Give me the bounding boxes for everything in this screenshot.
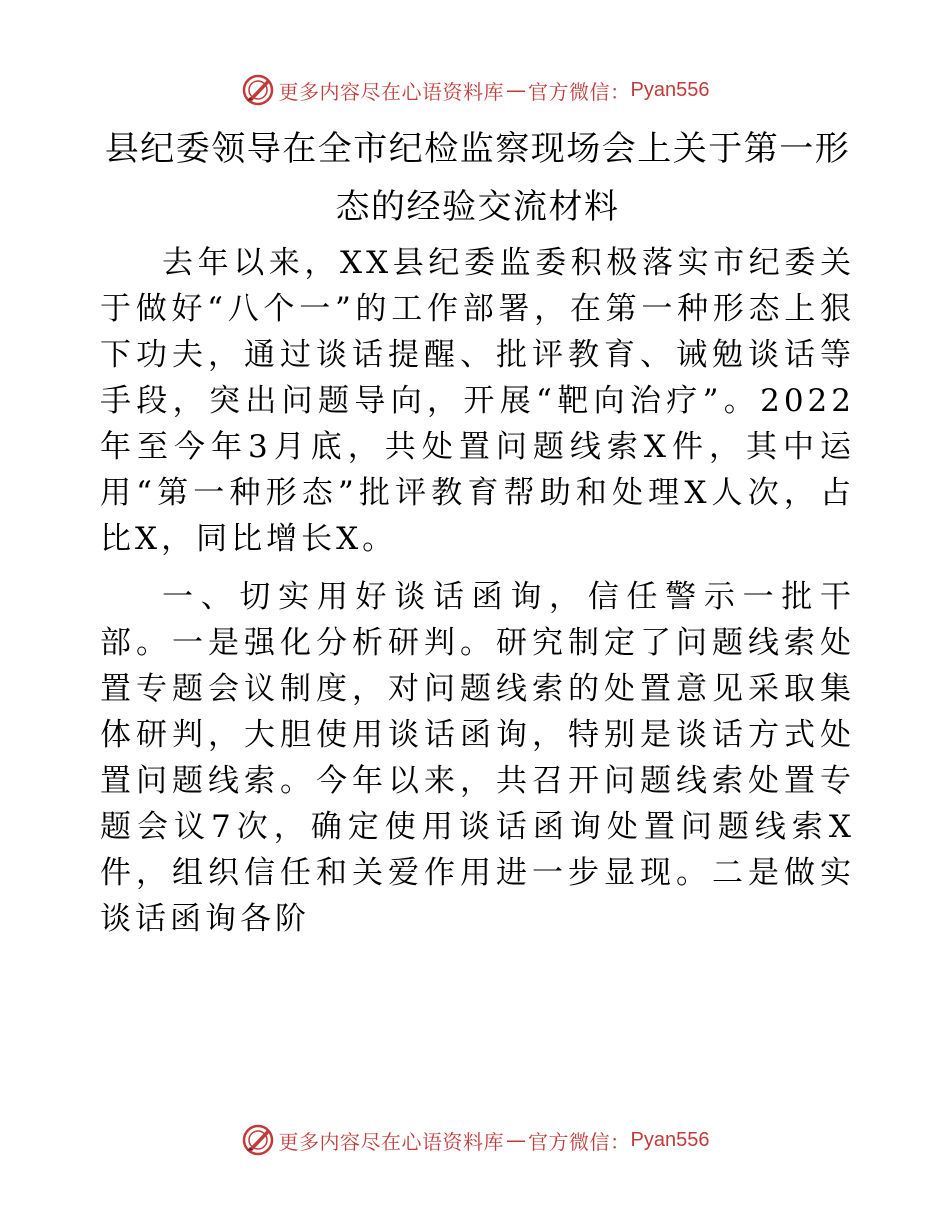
paragraph-section-one: 一、切实用好谈话函询，信任警示一批干部。一是强化分析研判。研究制定了问题线索处置专题会议制度，对问题线索的处置意见采取集体研判，大胆使用谈话函询，特别是谈话方式处置问题线索。今年以来，共召开问题线索处置专题会议7次，确定使用谈话函询处置问题线索X件，组织信任和关爱作用进一步显现。二是做实谈话函询各阶 [100, 579, 855, 937]
banner-wechat-id: Pyan556 [630, 1128, 710, 1151]
quill-seal-icon [241, 73, 275, 107]
document-title: 县纪委领导在全市纪检监察现场会上关于第一形态的经验交流材料 [104, 129, 851, 227]
quill-seal-icon [241, 1123, 275, 1157]
paragraph-intro: 去年以来，XX县纪委监委积极落实市纪委关于做好“八个一”的工作部署，在第一种形态上狠下功夫，通过谈话提醒、批评教育、诫勉谈话等手段，突出问题导向，开展“靶向治疗”。2022年至今年3月底，共处置问题线索X件，其中运用“第一种形态”批评教育帮助和处理X人次，占比X，同比增长X。 [100, 245, 855, 557]
banner-contact-label: 官方微信： [528, 79, 631, 104]
banner-tagline: 更多内容尽在心语资料库 [278, 1129, 505, 1154]
footer-watermark-banner [0, 1120, 950, 1160]
header-watermark-banner [0, 70, 950, 110]
banner-dash: — [506, 78, 527, 102]
banner-contact-label: 官方微信： [528, 1129, 631, 1154]
banner-wechat-id: Pyan556 [630, 78, 710, 101]
banner-dash: — [506, 1128, 527, 1152]
banner-tagline: 更多内容尽在心语资料库 [278, 79, 505, 104]
document-body [100, 240, 855, 954]
